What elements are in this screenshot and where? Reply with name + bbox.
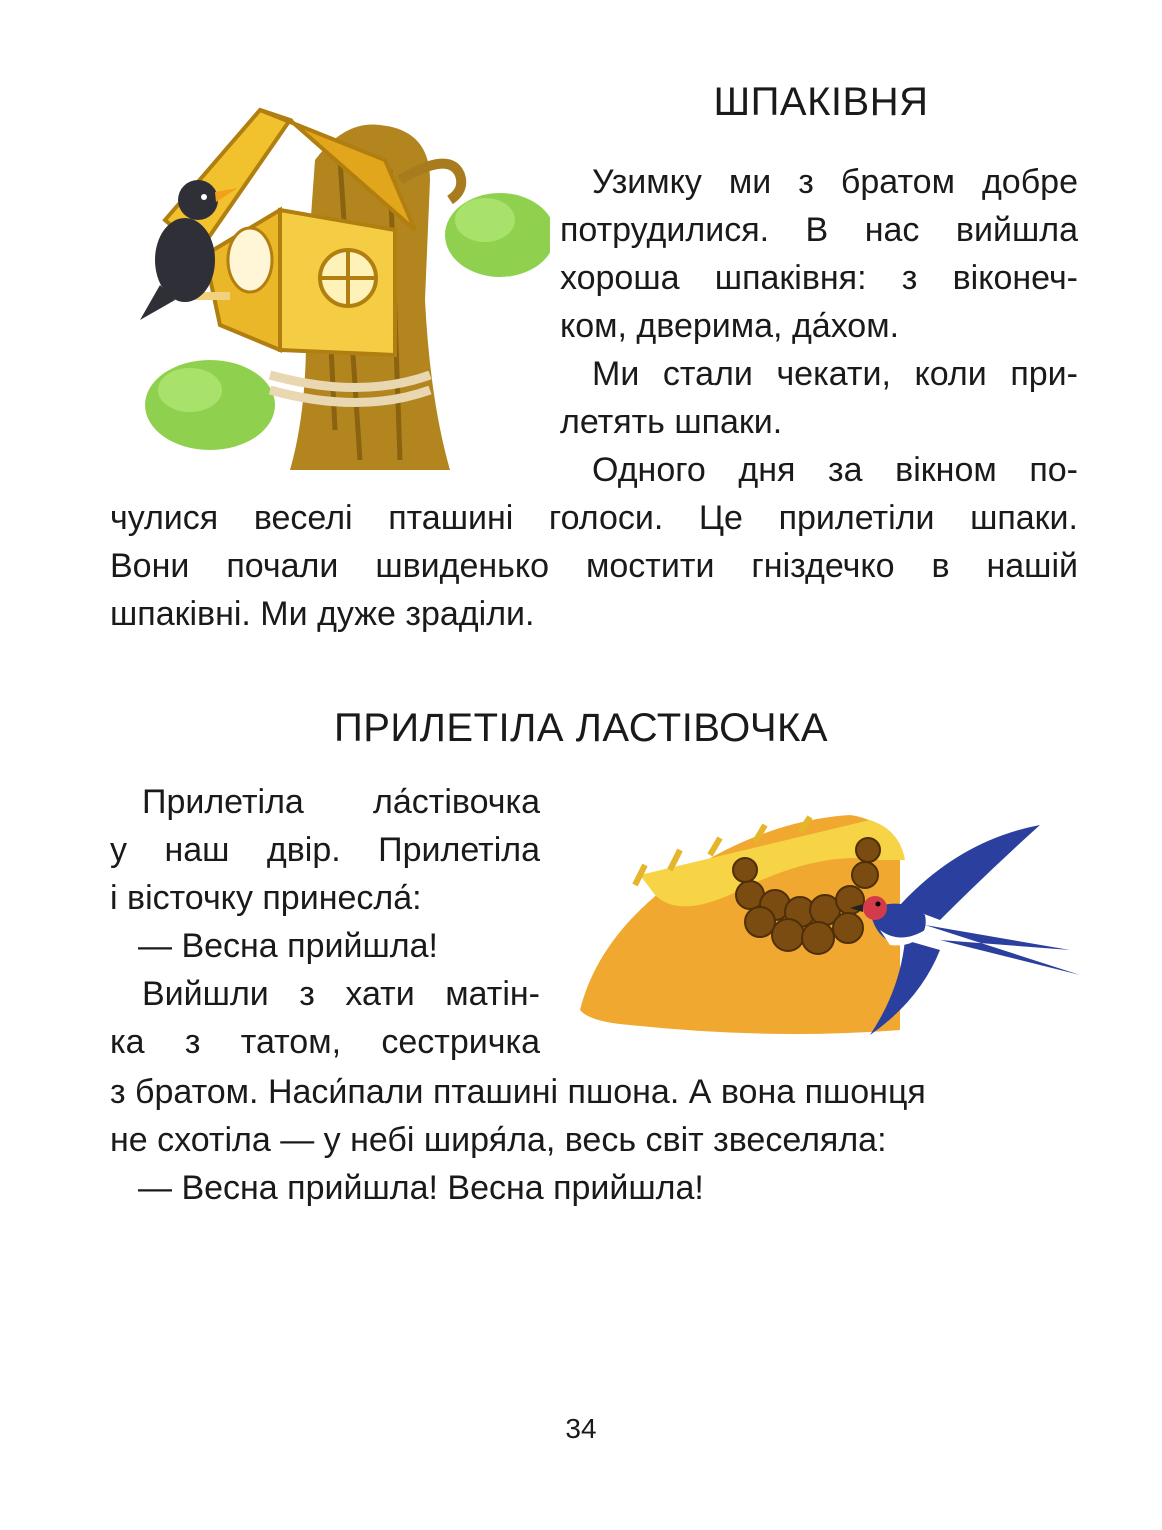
text-line: чулися веселі пташині голоси. Це прилетіли шпаки. (110, 499, 1078, 537)
text-line: потрудилися. В нас вийшла (560, 211, 1078, 249)
text-line: не схотіла — у небі ширя́ла, весь світ звеселяла: (110, 1121, 887, 1159)
text-line: у наш двір. Прилетіла (110, 831, 540, 869)
story2-title: ПРИЛЕТІЛА ЛАСТІВОЧКА (333, 706, 829, 750)
swallow-nest-illustration (570, 800, 1090, 1050)
text-line: з братом. Наси́пали пташині пшона. А вона пшонця (110, 1073, 926, 1111)
starling-birdhouse-illustration (130, 100, 550, 480)
text-line: ка з татом, сестричка (110, 1023, 540, 1061)
text-line: хороша шпаківня: з віконеч- (560, 259, 1078, 297)
story1-text-wide (110, 494, 1078, 638)
text-line: летять шпаки. (560, 403, 783, 441)
text-line: і вісточку принесла́: (110, 879, 422, 917)
text-line: шпаківні. Ми дуже зраділи. (110, 595, 535, 633)
text-line: Вийшли з хати матін- (142, 975, 540, 1013)
text-line: — Весна прийшла! Весна прийшла! (138, 1169, 704, 1207)
text-line: Узимку ми з братом добре (592, 163, 1078, 201)
text-line: Одного дня за вікном по- (592, 451, 1078, 489)
page-number: 34 (565, 1413, 597, 1444)
text-line: Вони почали швиденько мостити гніздечко в нашій (110, 547, 1078, 585)
story2-text-narrow (110, 778, 540, 1066)
text-line: — Весна прийшла! (138, 927, 438, 965)
story1-title: ШПАКІВНЯ (713, 80, 929, 124)
story2-text-wide (110, 1068, 1078, 1212)
story1-text-narrow (560, 158, 1078, 494)
text-line: ком, дверима, да́хом. (560, 307, 900, 345)
text-line: Прилетіла ла́стівочка (142, 783, 540, 821)
text-line: Ми стали чекати, коли при- (592, 355, 1078, 393)
